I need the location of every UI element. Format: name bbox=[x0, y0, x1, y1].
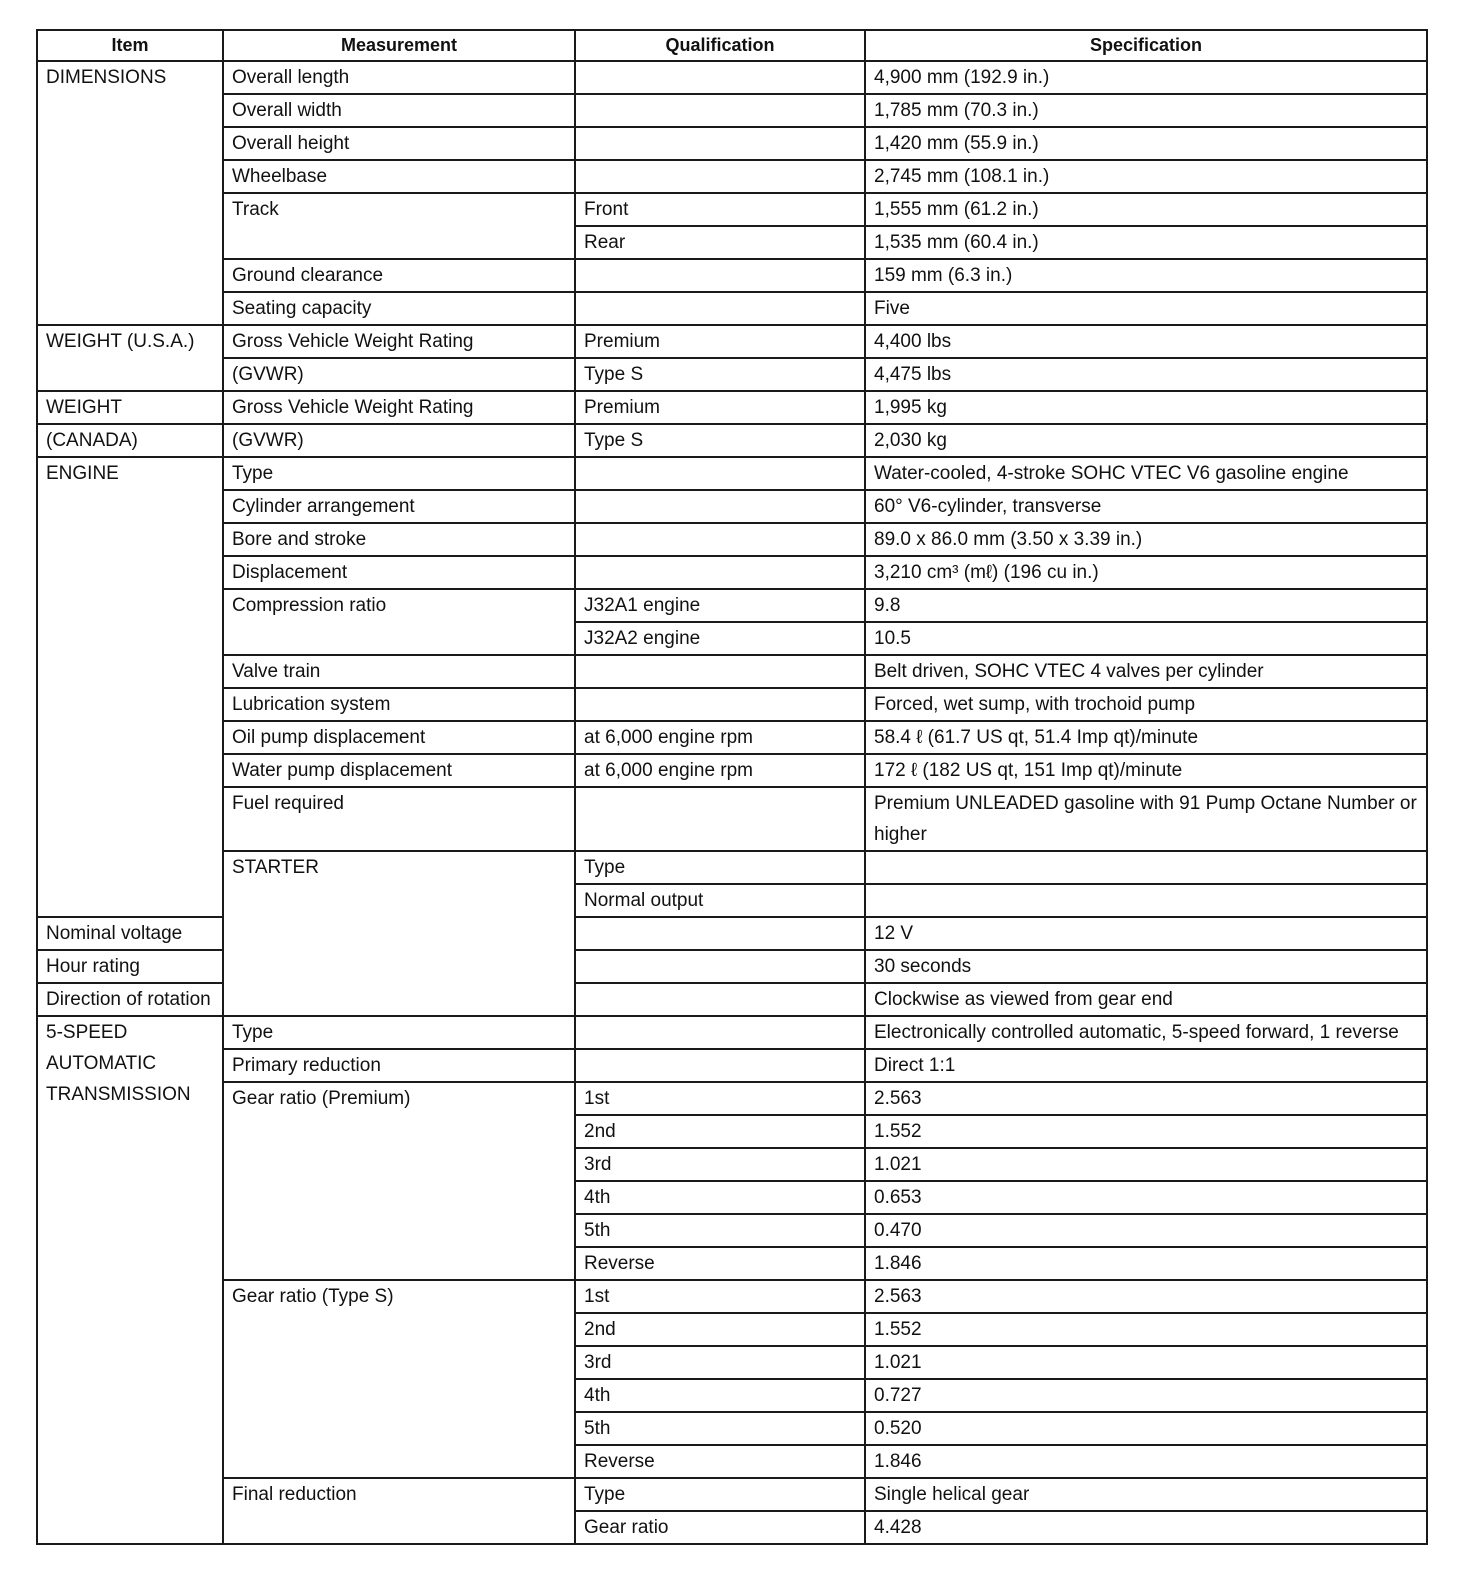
qualification-cell bbox=[575, 655, 865, 688]
qualification-cell: 3rd bbox=[575, 1346, 865, 1379]
qualification-cell: Reverse bbox=[575, 1247, 865, 1280]
measurement-cell: Fuel required bbox=[223, 787, 575, 851]
table-row bbox=[37, 424, 1427, 457]
qualification-cell bbox=[575, 457, 865, 490]
specification-cell: 1.846 bbox=[865, 1247, 1427, 1280]
qualification-cell: Reverse bbox=[575, 1445, 865, 1478]
specification-cell: 4.428 bbox=[865, 1511, 1427, 1544]
item-line: TRANSMISSION bbox=[46, 1084, 191, 1105]
qualification-cell bbox=[575, 688, 865, 721]
qualification-cell: Gear ratio bbox=[575, 1511, 865, 1544]
qualification-cell bbox=[575, 127, 865, 160]
specification-cell: 1,785 mm (70.3 in.) bbox=[865, 94, 1427, 127]
specification-cell: 58.4 ℓ (61.7 US qt, 51.4 Imp qt)/minute bbox=[865, 721, 1427, 754]
qualification-cell bbox=[575, 556, 865, 589]
qualification-cell bbox=[865, 884, 1427, 917]
table-row bbox=[37, 127, 1427, 160]
item-cell-transmission bbox=[37, 1016, 223, 1544]
specification-cell: 4,900 mm (192.9 in.) bbox=[865, 61, 1427, 94]
table-row bbox=[37, 160, 1427, 193]
measurement-cell: Gross Vehicle Weight Rating bbox=[223, 325, 575, 358]
qualification-cell: 4th bbox=[575, 1379, 865, 1412]
specification-cell: 9.8 bbox=[865, 589, 1427, 622]
qualification-cell bbox=[575, 160, 865, 193]
specification-cell: 1,995 kg bbox=[865, 391, 1427, 424]
specification-cell: Single helical gear bbox=[865, 1478, 1427, 1511]
specification-cell: Clockwise as viewed from gear end bbox=[865, 983, 1427, 1016]
measurement-cell: Bore and stroke bbox=[223, 523, 575, 556]
item-cell-weight-canada-2: (CANADA) bbox=[37, 424, 223, 457]
qualification-cell: Type bbox=[575, 1478, 865, 1511]
measurement-cell: Ground clearance bbox=[223, 259, 575, 292]
table-row bbox=[37, 1016, 1427, 1049]
measurement-cell: Normal output bbox=[575, 884, 865, 917]
specification-cell: 1.846 bbox=[865, 1445, 1427, 1478]
measurement-cell: (GVWR) bbox=[223, 358, 575, 391]
qualification-cell: Front bbox=[575, 193, 865, 226]
measurement-cell: Nominal voltage bbox=[37, 917, 223, 950]
qualification-cell: 5th bbox=[575, 1412, 865, 1445]
qualification-cell: Premium bbox=[575, 391, 865, 424]
qualification-cell: 3rd bbox=[575, 1148, 865, 1181]
table-row bbox=[37, 61, 1427, 94]
specification-cell: 1,555 mm (61.2 in.) bbox=[865, 193, 1427, 226]
qualification-cell bbox=[575, 1049, 865, 1082]
specification-cell: 0.520 bbox=[865, 1412, 1427, 1445]
measurement-cell: (GVWR) bbox=[223, 424, 575, 457]
qualification-cell bbox=[575, 917, 865, 950]
specification-cell: Forced, wet sump, with trochoid pump bbox=[865, 688, 1427, 721]
item-cell-starter: STARTER bbox=[223, 851, 575, 1016]
specification-cell: 3,210 cm³ (mℓ) (196 cu in.) bbox=[865, 556, 1427, 589]
specification-cell: Water-cooled, 4-stroke SOHC VTEC V6 gasoline engine bbox=[865, 457, 1427, 490]
header-item: Item bbox=[37, 30, 223, 61]
specification-cell: 1.021 bbox=[865, 1346, 1427, 1379]
specification-cell: 2.563 bbox=[865, 1082, 1427, 1115]
specification-cell: 1.552 bbox=[865, 1313, 1427, 1346]
qualification-cell bbox=[865, 851, 1427, 884]
header-specification: Specification bbox=[865, 30, 1427, 61]
qualification-cell: Type S bbox=[575, 424, 865, 457]
specification-cell: Electronically controlled automatic, 5-speed forward, 1 reverse bbox=[865, 1016, 1427, 1049]
item-cell-weight-canada: WEIGHT bbox=[37, 391, 223, 424]
table-row bbox=[37, 457, 1427, 490]
measurement-cell: Compression ratio bbox=[223, 589, 575, 655]
specification-cell: 10.5 bbox=[865, 622, 1427, 655]
specification-cell: 60° V6-cylinder, transverse bbox=[865, 490, 1427, 523]
specification-cell: 89.0 x 86.0 mm (3.50 x 3.39 in.) bbox=[865, 523, 1427, 556]
qualification-cell: 2nd bbox=[575, 1313, 865, 1346]
table-row bbox=[37, 292, 1427, 325]
qualification-cell bbox=[575, 292, 865, 325]
measurement-cell: Overall width bbox=[223, 94, 575, 127]
table-row bbox=[37, 523, 1427, 556]
table-row bbox=[37, 1478, 1427, 1511]
qualification-cell: at 6,000 engine rpm bbox=[575, 721, 865, 754]
table-row bbox=[37, 325, 1427, 358]
table-row bbox=[37, 94, 1427, 127]
specification-cell: 0.470 bbox=[865, 1214, 1427, 1247]
table-row bbox=[37, 1049, 1427, 1082]
table-row bbox=[37, 655, 1427, 688]
table-row bbox=[37, 721, 1427, 754]
table-row bbox=[37, 391, 1427, 424]
specification-cell: Belt driven, SOHC VTEC 4 valves per cylinder bbox=[865, 655, 1427, 688]
specification-cell: 172 ℓ (182 US qt, 151 Imp qt)/minute bbox=[865, 754, 1427, 787]
measurement-cell: Cylinder arrangement bbox=[223, 490, 575, 523]
measurement-cell: Track bbox=[223, 193, 575, 259]
qualification-cell: at 6,000 engine rpm bbox=[575, 754, 865, 787]
measurement-cell: Type bbox=[223, 1016, 575, 1049]
qualification-cell bbox=[575, 523, 865, 556]
specification-cell: Direct 1:1 bbox=[865, 1049, 1427, 1082]
table-row bbox=[37, 589, 1427, 622]
header-row bbox=[37, 30, 1427, 61]
qualification-cell: Rear bbox=[575, 226, 865, 259]
specification-cell: 4,400 lbs bbox=[865, 325, 1427, 358]
item-cell-weight-usa: WEIGHT (U.S.A.) bbox=[37, 325, 223, 391]
table-row bbox=[37, 688, 1427, 721]
specification-cell: 159 mm (6.3 in.) bbox=[865, 259, 1427, 292]
specification-cell: 2,745 mm (108.1 in.) bbox=[865, 160, 1427, 193]
item-line: AUTOMATIC bbox=[46, 1053, 157, 1074]
qualification-cell: Type S bbox=[575, 358, 865, 391]
measurement-cell: Final reduction bbox=[223, 1478, 575, 1544]
qualification-cell: 1st bbox=[575, 1082, 865, 1115]
measurement-cell: Gear ratio (Type S) bbox=[223, 1280, 575, 1478]
measurement-cell: Overall height bbox=[223, 127, 575, 160]
qualification-cell: 2nd bbox=[575, 1115, 865, 1148]
measurement-cell: Overall length bbox=[223, 61, 575, 94]
header-qualification: Qualification bbox=[575, 30, 865, 61]
table-row bbox=[37, 787, 1427, 851]
table-row bbox=[37, 1280, 1427, 1313]
table-row bbox=[37, 851, 1427, 884]
measurement-cell: Type bbox=[223, 457, 575, 490]
qualification-cell: 4th bbox=[575, 1181, 865, 1214]
qualification-cell bbox=[575, 787, 865, 851]
qualification-cell: 1st bbox=[575, 1280, 865, 1313]
specification-cell: 30 seconds bbox=[865, 950, 1427, 983]
specification-cell: 1,420 mm (55.9 in.) bbox=[865, 127, 1427, 160]
qualification-cell bbox=[575, 950, 865, 983]
specification-cell: 1,535 mm (60.4 in.) bbox=[865, 226, 1427, 259]
measurement-cell: Primary reduction bbox=[223, 1049, 575, 1082]
table-row bbox=[37, 259, 1427, 292]
measurement-cell: Gear ratio (Premium) bbox=[223, 1082, 575, 1280]
measurement-cell: Lubrication system bbox=[223, 688, 575, 721]
measurement-cell: Oil pump displacement bbox=[223, 721, 575, 754]
specification-cell: 0.727 bbox=[865, 1379, 1427, 1412]
item-line: 5-SPEED bbox=[46, 1022, 128, 1043]
specification-cell: 2,030 kg bbox=[865, 424, 1427, 457]
qualification-cell bbox=[575, 1016, 865, 1049]
table-row bbox=[37, 490, 1427, 523]
qualification-cell: Premium bbox=[575, 325, 865, 358]
measurement-cell: Water pump displacement bbox=[223, 754, 575, 787]
item-cell-dimensions: DIMENSIONS bbox=[37, 61, 223, 325]
table-row bbox=[37, 358, 1427, 391]
specification-cell: 0.653 bbox=[865, 1181, 1427, 1214]
specification-cell: 12 V bbox=[865, 917, 1427, 950]
qualification-cell: J32A2 engine bbox=[575, 622, 865, 655]
specification-cell: Five bbox=[865, 292, 1427, 325]
qualification-cell bbox=[575, 490, 865, 523]
item-cell-engine: ENGINE bbox=[37, 457, 223, 917]
table-row bbox=[37, 754, 1427, 787]
qualification-cell bbox=[575, 983, 865, 1016]
qualification-cell bbox=[575, 94, 865, 127]
qualification-cell bbox=[575, 259, 865, 292]
table-row bbox=[37, 556, 1427, 589]
table-row bbox=[37, 193, 1427, 226]
qualification-cell: J32A1 engine bbox=[575, 589, 865, 622]
measurement-cell: Displacement bbox=[223, 556, 575, 589]
header-measurement: Measurement bbox=[223, 30, 575, 61]
specification-cell: Premium UNLEADED gasoline with 91 Pump Octane Number or higher bbox=[865, 787, 1427, 851]
measurement-cell: Direction of rotation bbox=[37, 983, 223, 1016]
measurement-cell: Hour rating bbox=[37, 950, 223, 983]
specification-cell: 1.552 bbox=[865, 1115, 1427, 1148]
specifications-table bbox=[36, 29, 1428, 1545]
specification-cell: 2.563 bbox=[865, 1280, 1427, 1313]
measurement-cell: Seating capacity bbox=[223, 292, 575, 325]
qualification-cell: 5th bbox=[575, 1214, 865, 1247]
measurement-cell: Valve train bbox=[223, 655, 575, 688]
qualification-cell bbox=[575, 61, 865, 94]
specification-cell: 4,475 lbs bbox=[865, 358, 1427, 391]
measurement-cell: Gross Vehicle Weight Rating bbox=[223, 391, 575, 424]
measurement-cell: Wheelbase bbox=[223, 160, 575, 193]
measurement-cell: Type bbox=[575, 851, 865, 884]
table-row bbox=[37, 1082, 1427, 1115]
specification-cell: 1.021 bbox=[865, 1148, 1427, 1181]
